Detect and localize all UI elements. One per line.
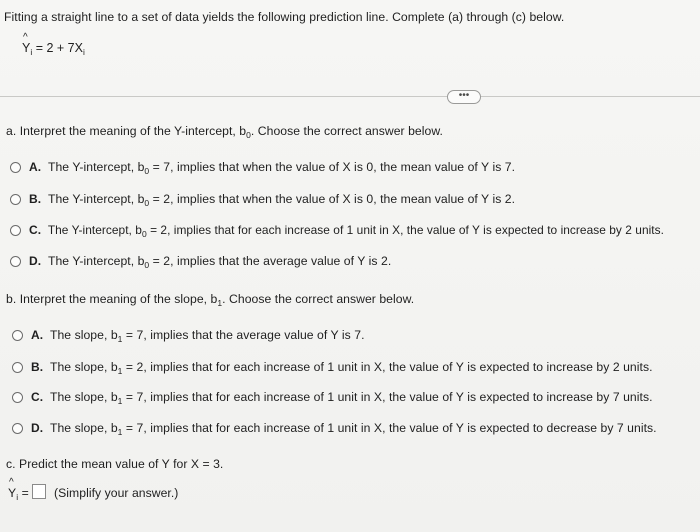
part-a-option-d[interactable]: D. The Y-intercept, $b_0 = 2$, implies that the average value of Y is 2.: [29, 254, 392, 270]
answer-label: ^ $Y_i$ =: [8, 486, 29, 502]
y-hat-symbol: ^ Y: [8, 486, 16, 500]
part-a-option-b[interactable]: B. The Y-intercept, $b_0 = 2$, implies that when the value of X is 0, the mean value of Y is 2.: [29, 192, 516, 208]
part-a-option-c-radio[interactable]: [10, 225, 21, 236]
part-c-prompt: c. Predict the mean value of Y for X = 3.: [6, 457, 224, 471]
more-options-button[interactable]: •••: [447, 90, 481, 104]
part-b-option-a-radio[interactable]: [12, 330, 23, 341]
part-b-option-c-radio[interactable]: [12, 392, 23, 403]
part-b-option-b[interactable]: B. The slope, $b_1 = 2$, implies that for each increase of 1 unit in X, the value of Y is expected to increase by 2 units.: [31, 360, 653, 376]
part-b-option-d-radio[interactable]: [12, 423, 23, 434]
section-divider: [0, 96, 700, 97]
prediction-equation: [22, 41, 85, 57]
part-a-option-b-radio[interactable]: [10, 194, 21, 205]
y-subscript: i: [30, 47, 33, 57]
part-b-option-b-radio[interactable]: [12, 362, 23, 373]
part-a-option-d-radio[interactable]: [10, 256, 21, 267]
part-a-option-c[interactable]: C. The Y-intercept, $b_0 = 2$, implies that for each increase of 1 unit in X, the value of Y is expected to increase by 2 units.: [29, 223, 665, 239]
answer-input[interactable]: [32, 484, 46, 499]
part-b-prompt: b. Interpret the meaning of the slope, $b_1$. Choose the correct answer below.: [6, 292, 415, 308]
instruction-text: Fitting a straight line to a set of data yields the following prediction line. Complete (a) through (c) below.: [4, 10, 565, 24]
part-a-option-a[interactable]: A. The Y-intercept, $b_0 = 7$, implies that when the value of X is 0, the mean value of Y is 7.: [29, 160, 516, 176]
part-b-option-a[interactable]: A. The slope, $b_1 = 7$, implies that the average value of Y is 7.: [31, 328, 365, 344]
simplify-hint: (Simplify your answer.): [54, 486, 179, 500]
part-b-option-c[interactable]: C. The slope, $b_1 = 7$, implies that for each increase of 1 unit in X, the value of Y is expected to increase by 7 units.: [31, 390, 653, 406]
y-hat-symbol: ^ Y: [22, 41, 30, 55]
part-a-option-a-radio[interactable]: [10, 162, 21, 173]
equation-rhs: = 2 + 7X: [32, 41, 83, 55]
part-b-option-d[interactable]: D. The slope, $b_1 = 7$, implies that for each increase of 1 unit in X, the value of Y is expected to decrease by 7 units.: [31, 421, 657, 437]
part-a-prompt: a. Interpret the meaning of the Y-intercept, $b_0$. Choose the correct answer below.: [6, 124, 443, 140]
x-subscript: i: [82, 47, 85, 57]
